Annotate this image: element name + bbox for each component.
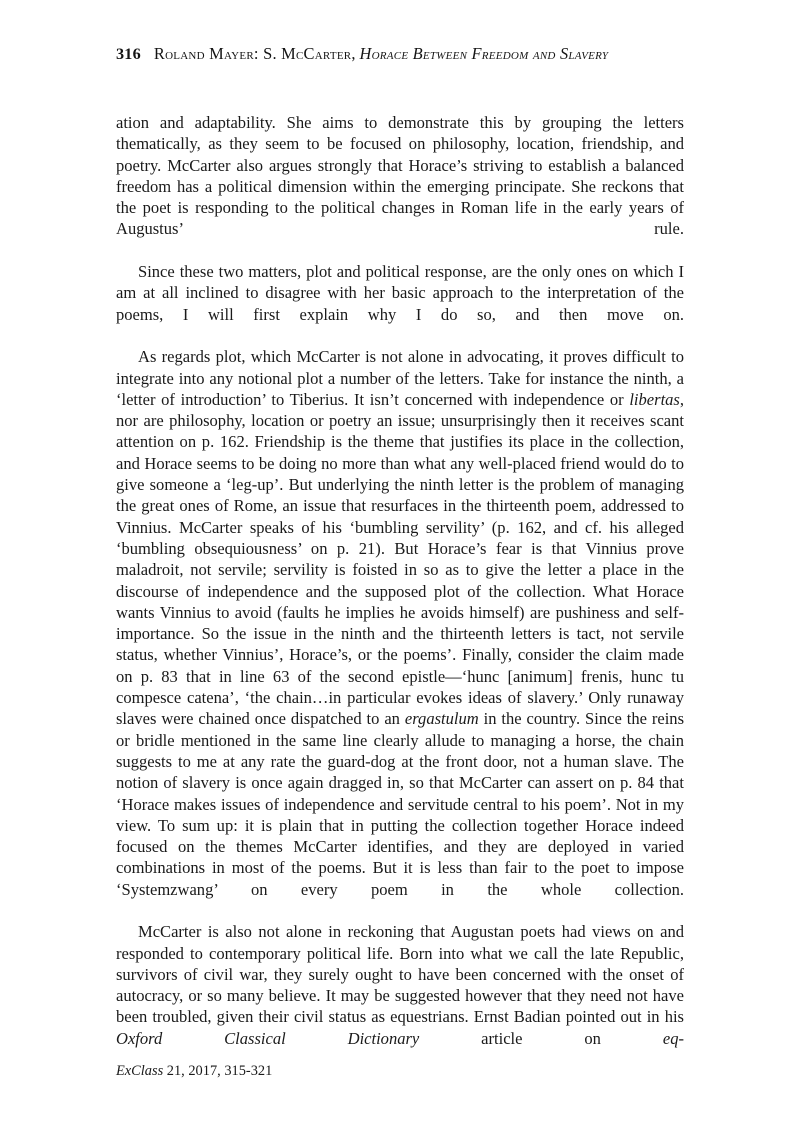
body-text-block (116, 112, 684, 1070)
italic-term: Oxford Classical Dictionary (116, 1028, 420, 1048)
italic-term: ergastulum (404, 709, 479, 729)
page-footer (116, 1062, 272, 1080)
italic-term: eq- (662, 1028, 684, 1048)
running-head (116, 44, 684, 65)
journal-name: ExClass (116, 1063, 164, 1079)
italic-term: libertas (629, 389, 680, 409)
footer-citation: 21, 2017, 315-321 (163, 1063, 273, 1079)
body-paragraph: Since these two matters, plot and political response, are the only ones on which I am at all inclined to disagree with her basic approach to the interpretation of the poems, I will first explain why I do so, and then move on. (116, 262, 684, 324)
body-paragraph: As regards plot, which McCarter is not alone in advocating, it proves difficult to integrate into any notional plot a number of the letters. Take for instance the ninth, a ‘letter of introduction’ to Tiberius. It isn’t concerned with independence or libertas, nor are philosophy, location or poetry an issue; unsurprisingly then it receives scant attention on p. 162. Friendship is the theme that justifies its place in the collection, and Horace seems to be doing no more than what any well-placed friend would do to give someone a ‘leg-up’. But underlying the ninth letter is the problem of managing the great ones of Rome, an issue that resurfaces in the thirteenth poem, addressed to Vinnius. McCarter speaks of his ‘bumbling servility’ (p. 162, and cf. his alleged ‘bumbling obsequiousness’ on p. 21). But Horace’s fear is that Vinnius prove maladroit, not servile; servility is foisted in so as to give the letter a place in the discourse of independence and the supposed plot of the collection. What Horace wants Vinnius to avoid (faults he implies he avoids himself) are pushiness and self-importance. So the issue in the ninth and the thirteenth letters is tact, not servile status, whether Vinnius’, Horace’s, or the poems’. Finally, consider the claim made on p. 83 that in line 63 of the second epistle—‘hunc [animum] frenis, hunc tu compesce catena’, ‘the chain…in particular evokes ideas of slavery.’ Only runaway slaves were chained once dispatched to an ergastulum in the country. Since the reins or bridle mentioned in the same line clearly allude to managing a horse, the chain suggests to me at any rate the guard-dog at the front door, not a human slave. The notion of slavery is once again dragged in, so that McCarter can assert on p. 84 that ‘Horace makes issues of independence and servitude central to his poem’. Not in my view. To sum up: it is plain that in putting the collection together Horace indeed focused on the themes McCarter identifies, and they are deployed in varied combinations in most of the poems. But it is less than fair to the poet to impose ‘Systemzwang’ on every poem in the whole collection. (116, 347, 684, 899)
page-number: 316 (116, 45, 141, 63)
body-paragraph: ation and adaptability. She aims to demonstrate this by grouping the letters thematically, as they seem to be focused on philosophy, location, friendship, and poetry. McCarter also argues strongly that Horace’s striving to establish a balanced freedom has a political dimension within the emerging principate. She reckons that the poet is responding to the political changes in Roman life in the early years of Augustus’ rule. (116, 113, 684, 239)
running-head-title: Horace Between Freedom and Slavery (359, 44, 609, 63)
body-paragraph: McCarter is also not alone in reckoning that Augustan poets had views on and responded to contemporary political life. Born into what we call the late Republic, survivors of civil war, they surely ought to have been concerned with the onset of autocracy, or so many believe. It may be suggested however that they need not have been troubled, given their civil status as equestrians. Ernst Badian pointed out in his Oxford Classical Dictionary article on eq- (116, 922, 684, 1048)
running-head-authors: Roland Mayer: S. McCarter, (153, 44, 356, 63)
